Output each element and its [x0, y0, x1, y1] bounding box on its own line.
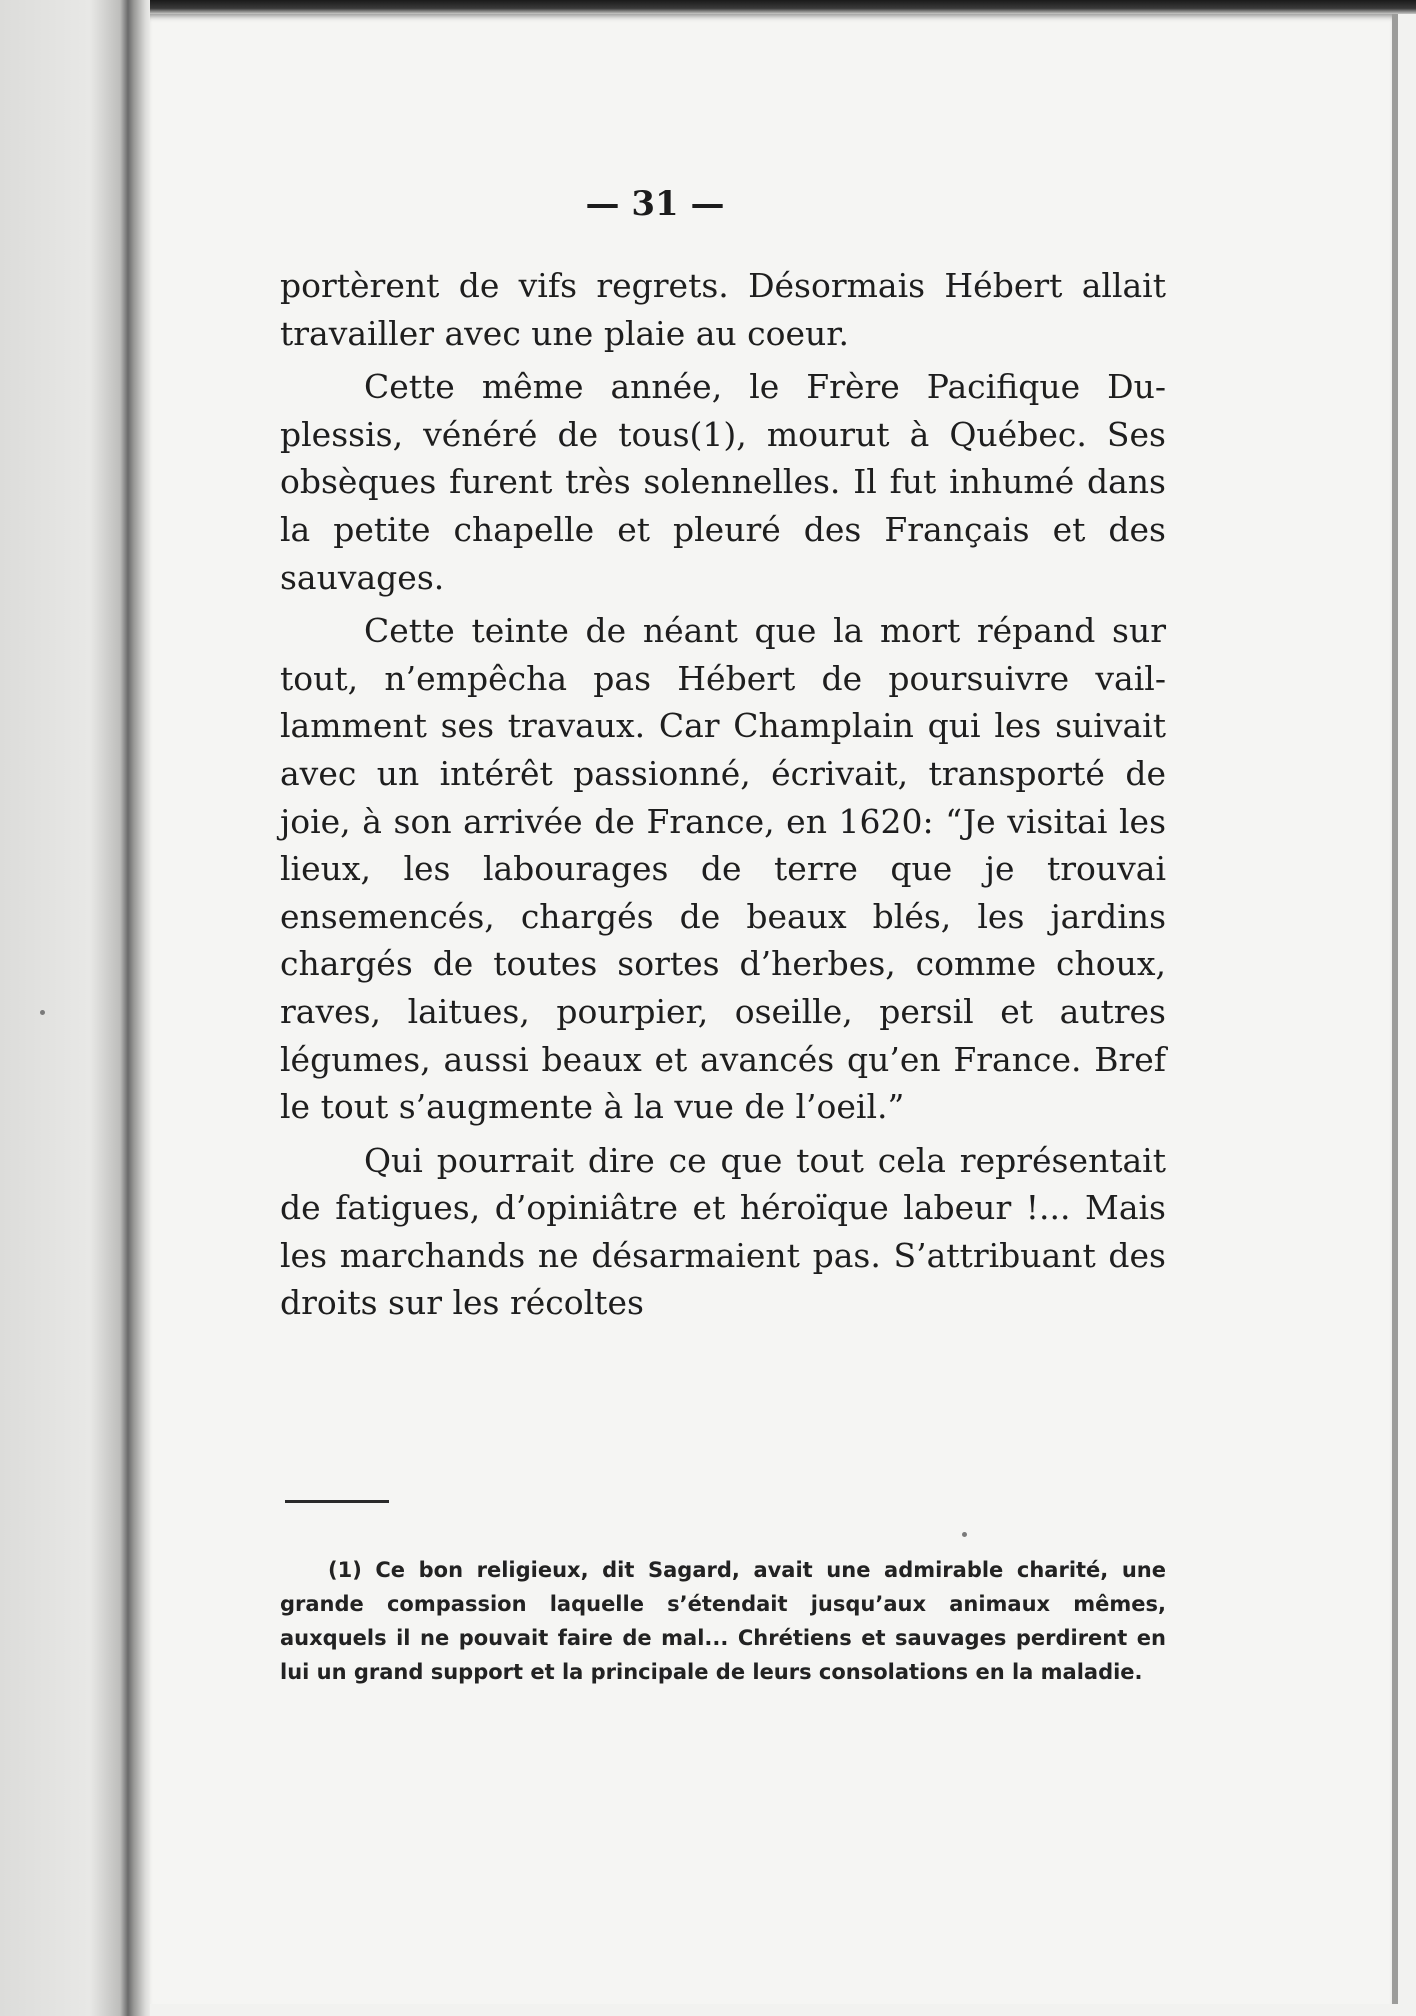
body-text: [280, 262, 1166, 1333]
footnote-rule: [285, 1500, 389, 1503]
paragraph: Cette même année, le Frère Pacifique Duplessis, vénéré de tous(1), mourut à Québec. Ses obsèques furent très solennelles. Il fut inhumé dans la petite chapelle et pleuré des Français et des sauvages.: [280, 367, 1166, 597]
footnote: (1) Ce bon religieux, dit Sagard, avait une admirable charité, une grande compassion laquelle s’étendait jusqu’aux animaux mêmes, auxquels il ne pouvait faire de mal... Chrétiens et sauvages perdirent en lui un grand support et la principale de leurs consolations en la maladie.: [280, 1558, 1166, 1684]
scan-top-edge: [0, 0, 1416, 14]
page-number: — 31 —: [585, 184, 725, 224]
scan-speck: [40, 1010, 45, 1015]
scan-speck: [962, 1532, 967, 1537]
paragraph: Cette teinte de néant que la mort répand sur tout, n’empêcha pas Hébert de poursuivre vaillamment ses travaux. Car Champlain qui les suivait avec un intérêt passionné, écrivait, transporté de joie, à son arrivée de France, en 1620: “Je visitai les lieux, les labourages de terre que je trouvai ensemencés, chargés de beaux blés, les jardins chargés de toutes sortes d’herbes, comme choux, raves, laitues, pourpier, oseille, persil et autres légumes, aussi beaux et avancés qu’en France. Bref le tout s’augmente à la vue de l’oeil.”: [280, 611, 1166, 1127]
paragraph: Qui pourrait dire ce que tout cela représentait de fatigues, d’opiniâtre et héroïque labeur !... Mais les marchands ne désarmaient pas. S’attribuant des droits sur les récoltes: [280, 1140, 1166, 1323]
book-binding: [0, 0, 150, 2016]
paragraph: portèrent de vifs regrets. Désormais Hébert allait travailler avec une plaie au coeur.: [280, 266, 1166, 353]
